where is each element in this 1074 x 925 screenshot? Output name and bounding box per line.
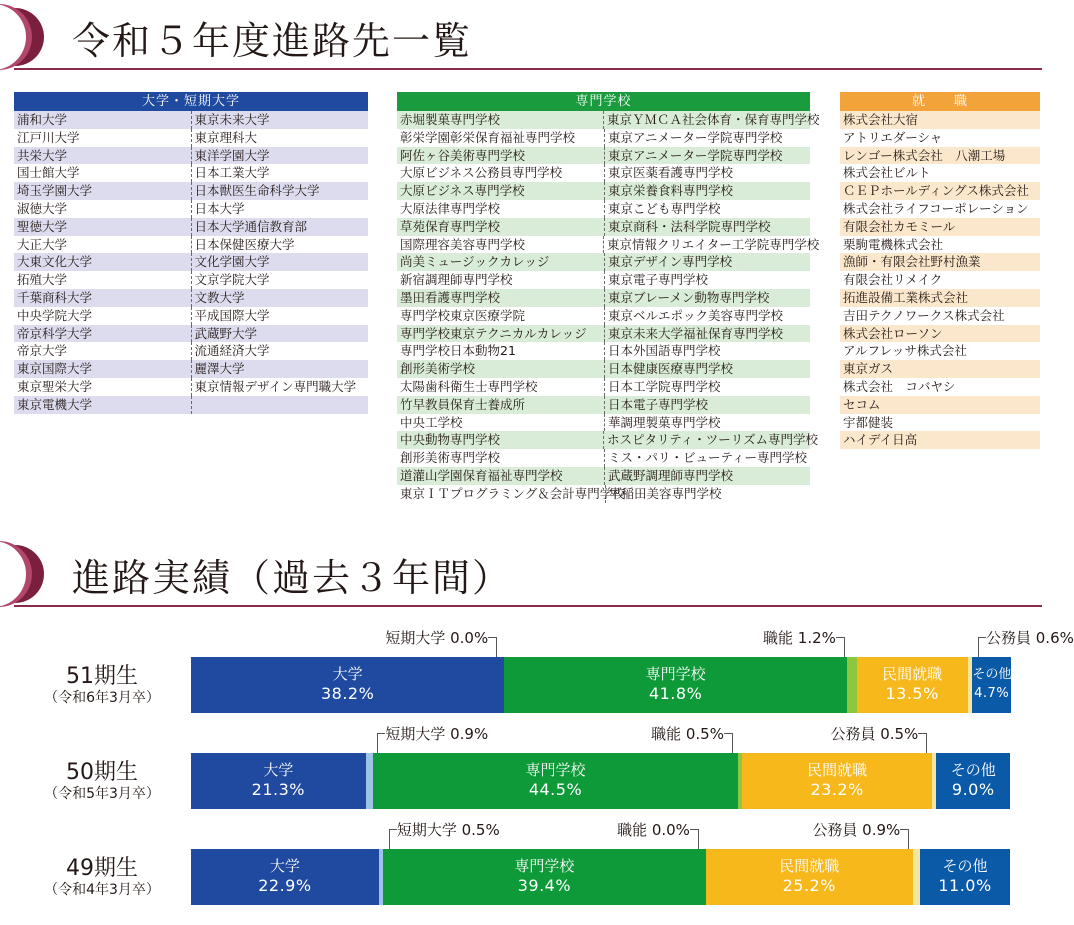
employment-row bbox=[840, 182, 1040, 200]
segment-value: 25.2% bbox=[782, 876, 836, 895]
segment-value: 4.7% bbox=[974, 686, 1010, 701]
employer-name: 栗駒電機株式会社 bbox=[843, 236, 944, 252]
segment-value: 23.2% bbox=[810, 780, 864, 799]
callout-leader bbox=[377, 733, 385, 734]
callout-vocational-skills: 職能 1.2% bbox=[763, 629, 836, 647]
university-row bbox=[14, 307, 368, 325]
employer-name: レンゴー株式会社 八潮工場 bbox=[843, 147, 1006, 163]
employer-name: 有限会社カモミール bbox=[843, 218, 956, 234]
university-list-header: 大学・短期大学 bbox=[14, 92, 368, 111]
university-name: 東洋学園大学 bbox=[191, 147, 369, 165]
vocational-name: 早稲田美容専門学校 bbox=[605, 485, 810, 503]
employment-row bbox=[840, 360, 1040, 378]
vocational-name: 赤堀製菓専門学校 bbox=[400, 112, 501, 127]
university-name: 日本獣医生命科学大学 bbox=[191, 182, 369, 200]
vocational-name: 国際理容美容専門学校 bbox=[400, 236, 526, 252]
vocational-name: 阿佐ヶ谷美術専門学校 bbox=[400, 147, 526, 163]
segment-value: 39.4% bbox=[517, 876, 572, 895]
vocational-name: 東京電子専門学校 bbox=[604, 271, 810, 289]
university-row bbox=[14, 147, 368, 165]
bar-segment-university bbox=[191, 657, 504, 713]
employment-row bbox=[840, 218, 1040, 236]
employer-name: 株式会社ビルト bbox=[843, 165, 931, 181]
university-name: 東京情報デザイン専門職大学 bbox=[191, 378, 369, 396]
employer-name: 宇都健装 bbox=[843, 414, 894, 430]
university-row bbox=[14, 164, 368, 182]
university-row bbox=[14, 396, 368, 414]
university-name: 日本保健医療大学 bbox=[191, 236, 369, 254]
employment-row bbox=[840, 164, 1040, 182]
callout-leader bbox=[918, 733, 926, 734]
segment-value: 22.9% bbox=[258, 876, 312, 895]
vocational-name: 東京アニメーター学院専門学校 bbox=[604, 147, 810, 165]
vocational-row bbox=[397, 164, 810, 182]
vocational-name: 日本外国語専門学校 bbox=[604, 342, 810, 360]
vocational-name: 専門学校東京テクニカルカレッジ bbox=[400, 325, 587, 341]
section-title: 進路実績（過去３年間） bbox=[72, 556, 513, 600]
employment-list bbox=[840, 92, 1040, 449]
university-name: 平成国際大学 bbox=[191, 307, 369, 325]
segment-label: 民間就職 bbox=[779, 857, 840, 875]
employment-rows bbox=[840, 111, 1040, 449]
employment-row bbox=[840, 378, 1040, 396]
vocational-row bbox=[397, 182, 810, 200]
section-title: 令和５年度進路先一覧 bbox=[72, 19, 473, 63]
bar-segment-university bbox=[191, 849, 379, 905]
university-name: 帝京科学大学 bbox=[17, 325, 93, 341]
vocational-row bbox=[397, 307, 810, 325]
employer-name: ハイデイ日高 bbox=[843, 432, 918, 448]
segment-value: 9.0% bbox=[951, 780, 995, 799]
vocational-name: 東京ブレーメン動物専門学校 bbox=[604, 289, 810, 307]
vocational-row bbox=[397, 253, 810, 271]
vocational-row bbox=[397, 378, 810, 396]
employer-name: ＣＥＰホールディングス株式会社 bbox=[843, 183, 1029, 199]
employment-row bbox=[840, 200, 1040, 218]
callout-leader bbox=[389, 829, 397, 830]
university-name: 東京聖栄大学 bbox=[17, 378, 93, 394]
segment-label: 大学 bbox=[269, 857, 300, 875]
segment-value: 41.8% bbox=[648, 684, 703, 703]
employer-name: 株式会社ローソン bbox=[843, 325, 943, 341]
vocational-name: 大原ビジネス専門学校 bbox=[400, 183, 525, 199]
university-row bbox=[14, 236, 368, 254]
vocational-row bbox=[397, 342, 810, 360]
employer-name: アルフレッサ株式会社 bbox=[843, 343, 967, 359]
vocational-row bbox=[397, 147, 810, 165]
vocational-name: 東京アニメーター学院専門学校 bbox=[604, 129, 810, 147]
university-name: 大正大学 bbox=[17, 236, 68, 252]
university-row bbox=[14, 378, 368, 396]
vocational-name: ホスピタリティ・ツーリズム専門学校 bbox=[603, 431, 810, 449]
university-name: 大東文化大学 bbox=[17, 254, 93, 270]
employment-row bbox=[840, 253, 1040, 271]
university-name: 淑徳大学 bbox=[17, 200, 68, 216]
vocational-name: 道灌山学園保育福祉専門学校 bbox=[400, 467, 563, 483]
callout-leader bbox=[978, 637, 979, 657]
segment-label: 専門学校 bbox=[645, 665, 706, 683]
university-name: 流通経済大学 bbox=[191, 342, 369, 360]
vocational-name: 専門学校東京医療学院 bbox=[400, 307, 526, 323]
university-name: 文京学院大学 bbox=[191, 271, 369, 289]
vocational-row bbox=[397, 449, 810, 467]
cohort-graduation-date: （令和4年3月卒） bbox=[44, 882, 160, 898]
callout-leader bbox=[978, 637, 986, 638]
university-name: 東京未来大学 bbox=[191, 111, 369, 129]
vocational-name: 新宿調理師専門学校 bbox=[400, 272, 513, 288]
university-name: 江戸川大学 bbox=[17, 129, 80, 145]
segment-value: 21.3% bbox=[251, 780, 305, 799]
employment-row bbox=[840, 111, 1040, 129]
callout-vocational-skills: 職能 0.0% bbox=[617, 821, 690, 839]
vocational-list-header: 専門学校 bbox=[397, 92, 810, 111]
employment-row bbox=[840, 129, 1040, 147]
vocational-name: 武蔵野調理師専門学校 bbox=[604, 467, 810, 485]
callout-leader bbox=[926, 733, 927, 753]
university-name: 帝京大学 bbox=[17, 343, 68, 359]
cohort-label bbox=[14, 761, 190, 803]
cohort-graduation-date: （令和6年3月卒） bbox=[44, 690, 160, 706]
bar-segment-vocational-skills bbox=[847, 657, 857, 713]
university-row bbox=[14, 111, 368, 129]
bar-segment-other bbox=[936, 753, 1010, 809]
cohort-graduation-date: （令和5年3月卒） bbox=[44, 786, 160, 802]
vocational-name: 太陽歯科衛生士専門学校 bbox=[400, 378, 538, 394]
university-name: 千葉商科大学 bbox=[17, 289, 93, 305]
callout-civil-service: 公務員 0.9% bbox=[812, 821, 901, 839]
university-row bbox=[14, 342, 368, 360]
segment-label: 大学 bbox=[332, 665, 363, 683]
callout-junior-college: 短期大学 0.9% bbox=[385, 725, 489, 743]
segment-label: 民間就職 bbox=[882, 665, 943, 683]
vocational-name: 日本工学院専門学校 bbox=[604, 378, 810, 396]
bar-segment-private-employment bbox=[706, 849, 913, 905]
university-name: 日本大学通信教育部 bbox=[191, 218, 369, 236]
university-rows bbox=[14, 111, 368, 414]
university-row bbox=[14, 182, 368, 200]
university-name: 武蔵野大学 bbox=[191, 325, 369, 343]
vocational-list bbox=[397, 92, 820, 503]
vocational-name: 草苑保育専門学校 bbox=[400, 218, 501, 234]
vocational-row bbox=[397, 200, 810, 218]
employment-row bbox=[840, 236, 1040, 254]
callout-civil-service: 公務員 0.6% bbox=[986, 629, 1074, 647]
bar-segment-other bbox=[972, 657, 1011, 713]
employment-row bbox=[840, 396, 1040, 414]
university-name: 日本工業大学 bbox=[191, 164, 369, 182]
university-name: 文教大学 bbox=[191, 289, 369, 307]
employer-name: 株式会社 コバヤシ bbox=[843, 378, 956, 394]
vocational-rows bbox=[397, 111, 820, 503]
vocational-name: 専門学校日本動物21 bbox=[400, 343, 516, 359]
employment-row bbox=[840, 342, 1040, 360]
employer-name: アトリエダーシャ bbox=[843, 129, 943, 145]
segment-value: 11.0% bbox=[938, 876, 992, 895]
university-name: 聖徳大学 bbox=[17, 218, 68, 234]
university-name bbox=[191, 396, 369, 414]
segment-label: その他 bbox=[942, 857, 988, 875]
vocational-name: 大原ビジネス公務員専門学校 bbox=[400, 165, 563, 181]
vocational-row bbox=[397, 218, 810, 236]
segment-value: 44.5% bbox=[528, 780, 583, 799]
segment-label: その他 bbox=[950, 761, 996, 779]
university-row bbox=[14, 325, 368, 343]
university-name: 埼玉学園大学 bbox=[17, 183, 93, 199]
bar-segment-private-employment bbox=[857, 657, 968, 713]
vocational-name: 東京情報クリエイター工学院専門学校 bbox=[603, 236, 810, 254]
vocational-row bbox=[397, 396, 810, 414]
university-name: 文化学園大学 bbox=[191, 253, 369, 271]
vocational-row bbox=[397, 289, 810, 307]
university-name: 拓殖大学 bbox=[17, 272, 68, 288]
vocational-row bbox=[397, 414, 810, 432]
employer-name: 株式会社大宿 bbox=[843, 112, 919, 127]
callout-leader bbox=[900, 829, 908, 830]
segment-label: 民間就職 bbox=[807, 761, 868, 779]
bar-segment-junior-college bbox=[366, 753, 373, 809]
segment-label: 専門学校 bbox=[514, 857, 575, 875]
employer-name: 株式会社ライフコーポレーション bbox=[843, 200, 1029, 216]
employer-name: 吉田テクノワークス株式会社 bbox=[843, 307, 1005, 323]
vocational-name: 大原法律専門学校 bbox=[400, 200, 501, 216]
cohort-name: 51期生 bbox=[66, 664, 138, 689]
section-header-results bbox=[14, 545, 1042, 607]
callout-leader bbox=[724, 733, 732, 734]
university-name: 中央学院大学 bbox=[17, 307, 93, 323]
employment-row bbox=[840, 325, 1040, 343]
employment-row bbox=[840, 431, 1040, 449]
vocational-name: 東京ベルエポック美容専門学校 bbox=[604, 307, 810, 325]
segment-value: 13.5% bbox=[885, 684, 939, 703]
employment-row bbox=[840, 147, 1040, 165]
vocational-name: 華調理製菓専門学校 bbox=[604, 414, 810, 432]
university-name: 日本大学 bbox=[191, 200, 369, 218]
university-name: 共栄大学 bbox=[17, 147, 68, 163]
callout-leader bbox=[698, 829, 699, 849]
callout-vocational-skills: 職能 0.5% bbox=[651, 725, 724, 743]
vocational-row bbox=[397, 236, 820, 254]
vocational-name: 墨田看護専門学校 bbox=[400, 289, 501, 305]
vocational-name: 東京こども専門学校 bbox=[604, 200, 810, 218]
section-arc-ornament bbox=[14, 545, 44, 603]
employer-name: 東京ガス bbox=[843, 361, 894, 377]
employer-name: 有限会社リメイク bbox=[843, 272, 943, 288]
cohort-label bbox=[14, 665, 190, 707]
employment-row bbox=[840, 289, 1040, 307]
vocational-row bbox=[397, 360, 810, 378]
callout-leader bbox=[496, 637, 497, 657]
bar-segment-vocational bbox=[373, 753, 738, 809]
callout-leader bbox=[908, 829, 909, 849]
vocational-name: 東京栄養食料専門学校 bbox=[604, 182, 810, 200]
vocational-name: 東京未来大学福祉保育専門学校 bbox=[604, 325, 810, 343]
callout-leader bbox=[844, 637, 845, 657]
vocational-name: 竹早教員保育士養成所 bbox=[400, 396, 526, 412]
university-row bbox=[14, 129, 368, 147]
university-row bbox=[14, 253, 368, 271]
vocational-row bbox=[397, 467, 810, 485]
segment-value: 38.2% bbox=[320, 684, 375, 703]
vocational-row bbox=[397, 111, 820, 129]
employer-name: 拓進設備工業株式会社 bbox=[843, 289, 969, 305]
cohort-label bbox=[14, 857, 190, 899]
vocational-name: 東京デザイン専門学校 bbox=[604, 253, 810, 271]
vocational-name: 創形美術専門学校 bbox=[400, 450, 501, 466]
university-name: 東京電機大学 bbox=[17, 396, 93, 412]
stacked-bar bbox=[191, 753, 1011, 809]
vocational-name: 東京商科・法科学院専門学校 bbox=[604, 218, 810, 236]
callout-junior-college: 短期大学 0.0% bbox=[385, 629, 489, 647]
stacked-bar bbox=[191, 849, 1011, 905]
callout-leader bbox=[690, 829, 698, 830]
university-row bbox=[14, 289, 368, 307]
vocational-name: 東京ＹＭＣＡ社会体育・保育専門学校 bbox=[603, 111, 810, 129]
employment-row bbox=[840, 271, 1040, 289]
vocational-name: 創形美術学校 bbox=[400, 361, 476, 377]
bar-segment-civil-service bbox=[913, 849, 920, 905]
callout-leader bbox=[389, 829, 390, 849]
vocational-row bbox=[397, 129, 810, 147]
cohort-name: 49期生 bbox=[66, 856, 138, 881]
employment-list-header: 就 職 bbox=[840, 92, 1040, 111]
university-name: 東京理科大 bbox=[191, 129, 369, 147]
bar-segment-vocational bbox=[504, 657, 847, 713]
bar-segment-vocational bbox=[383, 849, 706, 905]
callout-leader bbox=[732, 733, 733, 753]
cohort-name: 50期生 bbox=[66, 760, 138, 785]
vocational-name: 彰栄学園彰栄保育福祉専門学校 bbox=[400, 129, 576, 145]
employment-row bbox=[840, 414, 1040, 432]
section-header-destinations bbox=[14, 8, 1042, 70]
segment-label: 大学 bbox=[263, 761, 294, 779]
vocational-name: 東京ＩＴプログラミング＆会計専門学校 bbox=[400, 485, 625, 501]
university-name: 国士館大学 bbox=[17, 165, 80, 181]
callout-leader bbox=[488, 637, 496, 638]
segment-label: その他 bbox=[972, 667, 1012, 682]
callout-junior-college: 短期大学 0.5% bbox=[396, 821, 500, 839]
university-name: 浦和大学 bbox=[17, 112, 68, 127]
bar-segment-private-employment bbox=[742, 753, 932, 809]
vocational-row bbox=[397, 431, 819, 449]
vocational-name: 中央動物専門学校 bbox=[400, 432, 501, 448]
callout-civil-service: 公務員 0.5% bbox=[830, 725, 919, 743]
vocational-row bbox=[397, 325, 810, 343]
vocational-name: ミス・パリ・ビューティー専門学校 bbox=[604, 449, 810, 467]
vocational-name: 中央工学校 bbox=[400, 414, 463, 430]
vocational-name: 日本健康医療専門学校 bbox=[604, 360, 810, 378]
university-row bbox=[14, 360, 368, 378]
vocational-name: 尚美ミュージックカレッジ bbox=[400, 254, 550, 270]
university-name: 東京国際大学 bbox=[17, 361, 93, 377]
bar-segment-other bbox=[920, 849, 1010, 905]
stacked-bar bbox=[191, 657, 1011, 713]
employer-name: セコム bbox=[843, 396, 881, 412]
university-row bbox=[14, 200, 368, 218]
segment-label: 専門学校 bbox=[525, 761, 586, 779]
university-list bbox=[14, 92, 368, 414]
callout-leader bbox=[836, 637, 844, 638]
vocational-name: 日本電子専門学校 bbox=[604, 396, 810, 414]
vocational-name: 東京医薬看護専門学校 bbox=[604, 164, 810, 182]
university-name: 麗澤大学 bbox=[191, 360, 369, 378]
employment-row bbox=[840, 307, 1040, 325]
vocational-row bbox=[397, 271, 810, 289]
employer-name: 漁師・有限会社野村漁業 bbox=[843, 254, 981, 270]
section-arc-ornament bbox=[14, 8, 44, 66]
callout-leader bbox=[377, 733, 378, 753]
university-row bbox=[14, 271, 368, 289]
bar-segment-university bbox=[191, 753, 366, 809]
vocational-row bbox=[397, 485, 810, 503]
university-row bbox=[14, 218, 368, 236]
